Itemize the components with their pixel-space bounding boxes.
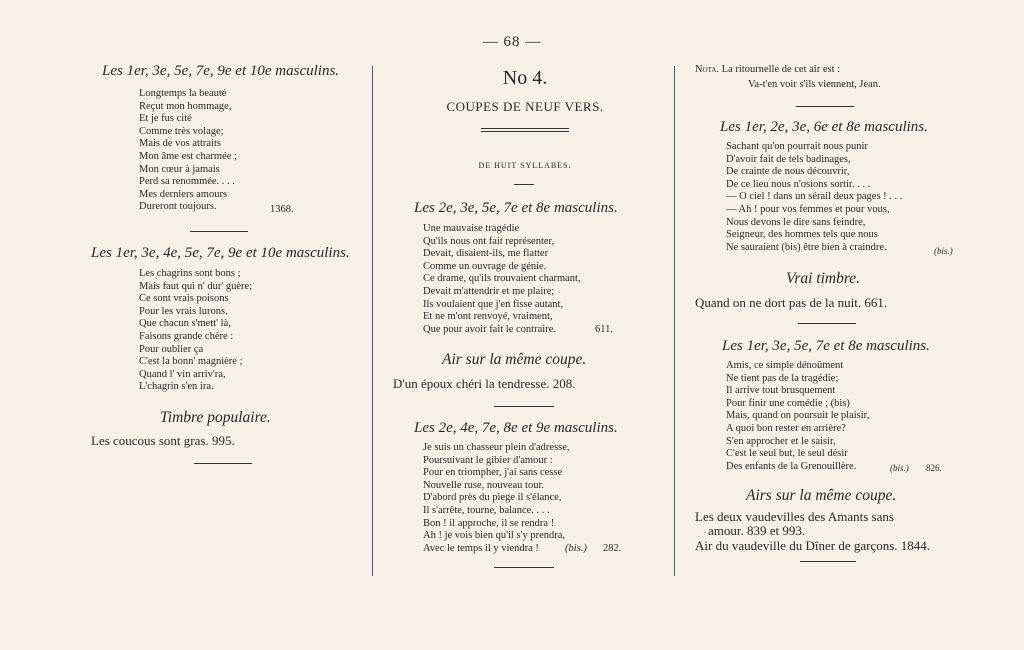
separator-rule	[494, 567, 554, 568]
verse-line: Que pour avoir fait le contraire.	[423, 323, 556, 335]
middle-sec2-title: Les 2e, 4e, 7e, 8e et 9e masculins.	[414, 420, 618, 436]
verse-line: Comme très volage;	[139, 125, 224, 137]
left-sec2-verse	[139, 268, 252, 394]
verse-line: Des enfants de la Grenouillère.	[726, 460, 857, 472]
verse-line: C'est la bonn' magnière ;	[139, 356, 243, 368]
verse-line: Comme un ouvrage de génie.	[423, 260, 547, 272]
verse-line: Poursuivant le gibier d'amour :	[423, 454, 553, 466]
separator-rule	[194, 463, 252, 464]
verse-line: Bon ! il approche, il se rendra !	[423, 517, 555, 529]
middle-sec2-bis: (bis.)	[565, 543, 587, 554]
verse-line: Il arrive tout brusquement	[726, 385, 836, 397]
verse-line: Sachant qu'on pourrait nous punir	[726, 141, 868, 152]
verse-line: Ce drame, qu'ils trouvaient charmant,	[423, 273, 581, 285]
double-rule	[481, 128, 569, 132]
verse-line: Longtemps la beauté	[139, 88, 227, 99]
verse-line: Amis, ce simple dénoûment	[726, 360, 844, 371]
middle-sec1-title: Les 2e, 3e, 5e, 7e et 8e masculins.	[414, 200, 618, 216]
right-sec2-title: Les 1er, 3e, 5e, 7e et 8e masculins.	[722, 338, 930, 354]
right-sec1-bis: (bis.)	[934, 246, 953, 256]
right-sec1-title: Les 1er, 2e, 3e, 6e et 8e masculins.	[720, 119, 928, 135]
verse-line: Devait m'attendrir et me plaire;	[423, 285, 555, 297]
separator-rule	[494, 406, 554, 407]
verse-line: D'abord près du piege il s'élance,	[423, 492, 562, 504]
verse-line: Pour en triompher, j'ai sans cesse	[423, 467, 563, 479]
verse-line: Faisons grande chère :	[139, 330, 234, 342]
verse-line: Seigneur, des hommes tels que nous	[726, 229, 878, 241]
airs-line1: Les deux vaudevilles des Amants sans	[695, 509, 894, 524]
verse-line: Une mauvaise tragédie	[423, 223, 520, 234]
verse-line: Et je fus cité	[139, 113, 192, 125]
verse-line: Pour oublier ça	[139, 343, 204, 355]
separator-rule	[796, 106, 854, 107]
left-sec1-title: Les 1er, 3e, 5e, 7e, 9e et 10e masculins.	[102, 63, 340, 79]
section-subheading: DE HUIT SYLLABES.	[478, 161, 572, 170]
vrai-timbre-line: Quand on ne dort pas de la nuit. 661.	[695, 295, 888, 310]
nota-line2: Va-t'en voir s'ils viennent, Jean.	[748, 79, 881, 90]
page-number: — 68 —	[482, 34, 542, 50]
section-heading: COUPES DE NEUF VERS.	[446, 99, 604, 114]
middle-sec1-number: 611.	[595, 324, 613, 335]
verse-line: Je suis un chasseur plein d'adresse,	[423, 442, 570, 453]
verse-line: Nous devons le dire sans feindre,	[726, 216, 866, 228]
verse-line: — Ah ! pour vos femmes et pour vous,	[726, 203, 890, 215]
timbre-title: Timbre populaire.	[160, 409, 271, 426]
verse-line: — O ciel ! dans un sérail deux pages ! . . .	[726, 191, 903, 203]
verse-line: Pour les vrais lurons.	[139, 305, 228, 317]
column-divider-right	[674, 66, 675, 576]
right-sec2-number: 826.	[926, 463, 942, 473]
middle-sec2-number: 282.	[603, 543, 622, 554]
verse-line: D'avoir fait de tels badinages,	[726, 153, 851, 165]
verse-line: Perd sa renommée. . . .	[139, 176, 235, 188]
nota-text	[695, 64, 840, 75]
verse-line: Quand l' vin arriv'ra,	[139, 368, 226, 380]
column-divider-left	[372, 66, 373, 576]
airs-title: Airs sur la même coupe.	[746, 487, 897, 504]
section-number: No 4.	[502, 67, 548, 89]
verse-line: Nouvelle ruse, nouveau tour.	[423, 479, 545, 491]
verse-line: Ne sauraient (bis) être bien à craindre.	[726, 241, 887, 253]
verse-line: Il s'arrête, tourne, balance. . . .	[423, 504, 550, 516]
verse-line: Mais faut qui n' dur' guère;	[139, 280, 253, 292]
separator-rule	[514, 184, 534, 185]
verse-line: Mais de vos attraits	[139, 138, 221, 150]
verse-line: S'en approcher et le saisir,	[726, 435, 836, 447]
airs-line1b: amour. 839 et 993.	[708, 523, 806, 538]
verse-line: Dureront toujours.	[139, 201, 217, 213]
verse-line: Les chagrins sont bons ;	[139, 268, 241, 279]
verse-line: Ce sont vrais poisons	[139, 293, 229, 305]
verse-line: Et ne m'ont renvoyé, vraiment,	[423, 311, 553, 323]
verse-line: Mon cœur à jamais	[139, 163, 220, 175]
verse-line: Avec le temps il y viendra !	[423, 542, 539, 554]
verse-line: Que chacun s'mett' là,	[139, 318, 231, 330]
middle-sec1-verse	[423, 223, 581, 336]
left-sec1-verse	[139, 88, 237, 214]
air-title: Air sur la même coupe.	[442, 351, 587, 368]
nota-label: Nota.	[695, 64, 720, 75]
verse-line: C'est le seul but, le seul désir	[726, 448, 848, 460]
vrai-timbre-title: Vrai timbre.	[786, 270, 861, 287]
left-sec1-number: 1368.	[270, 204, 294, 215]
separator-rule	[800, 561, 856, 562]
verse-line: Mon âme est charmée ;	[139, 150, 237, 162]
verse-line: Pour finir une comédie ; (bis)	[726, 397, 850, 409]
verse-line: Reçut mon hommage,	[139, 100, 232, 112]
verse-line: Ils voulaient que j'en fisse autant,	[423, 298, 564, 310]
right-sec2-bis: (bis.)	[890, 463, 909, 473]
verse-line: Ne tient pas de la tragédie;	[726, 372, 839, 384]
timbre-air: Les coucous sont gras. 995.	[91, 433, 235, 448]
verse-line: Devait, disaient-ils, me flatter	[423, 248, 549, 260]
verse-line: L'chagrin s'en ira.	[139, 381, 214, 393]
verse-line: Mes derniers amours	[139, 188, 228, 200]
verse-line: De ce lieu nous n'osions sortir. . . .	[726, 178, 871, 190]
middle-sec2-verse	[423, 442, 570, 555]
verse-line: Ah ! je vois bien qu'il s'y prendra,	[423, 530, 566, 542]
separator-rule	[190, 231, 248, 232]
left-sec2-title: Les 1er, 3e, 4e, 5e, 7e, 9e et 10e masculins.	[91, 245, 350, 261]
airs-line2: Air du vaudeville du Dîner de garçons. 1844.	[695, 538, 931, 553]
right-sec2-verse	[726, 360, 869, 473]
nota-body: La ritournelle de cet air est :	[721, 64, 841, 75]
verse-line: Qu'ils nous ont fait représenter,	[423, 235, 555, 247]
verse-line: De crainte de nous découvrir,	[726, 166, 850, 178]
separator-rule	[798, 323, 856, 324]
verse-line: A quoi bon rester en arrière?	[726, 422, 846, 434]
verse-line: Mais, quand on poursuit le plaisir,	[726, 410, 870, 422]
right-sec1-verse	[726, 141, 902, 254]
air-line: D'un époux chéri la tendresse. 208.	[393, 376, 576, 391]
